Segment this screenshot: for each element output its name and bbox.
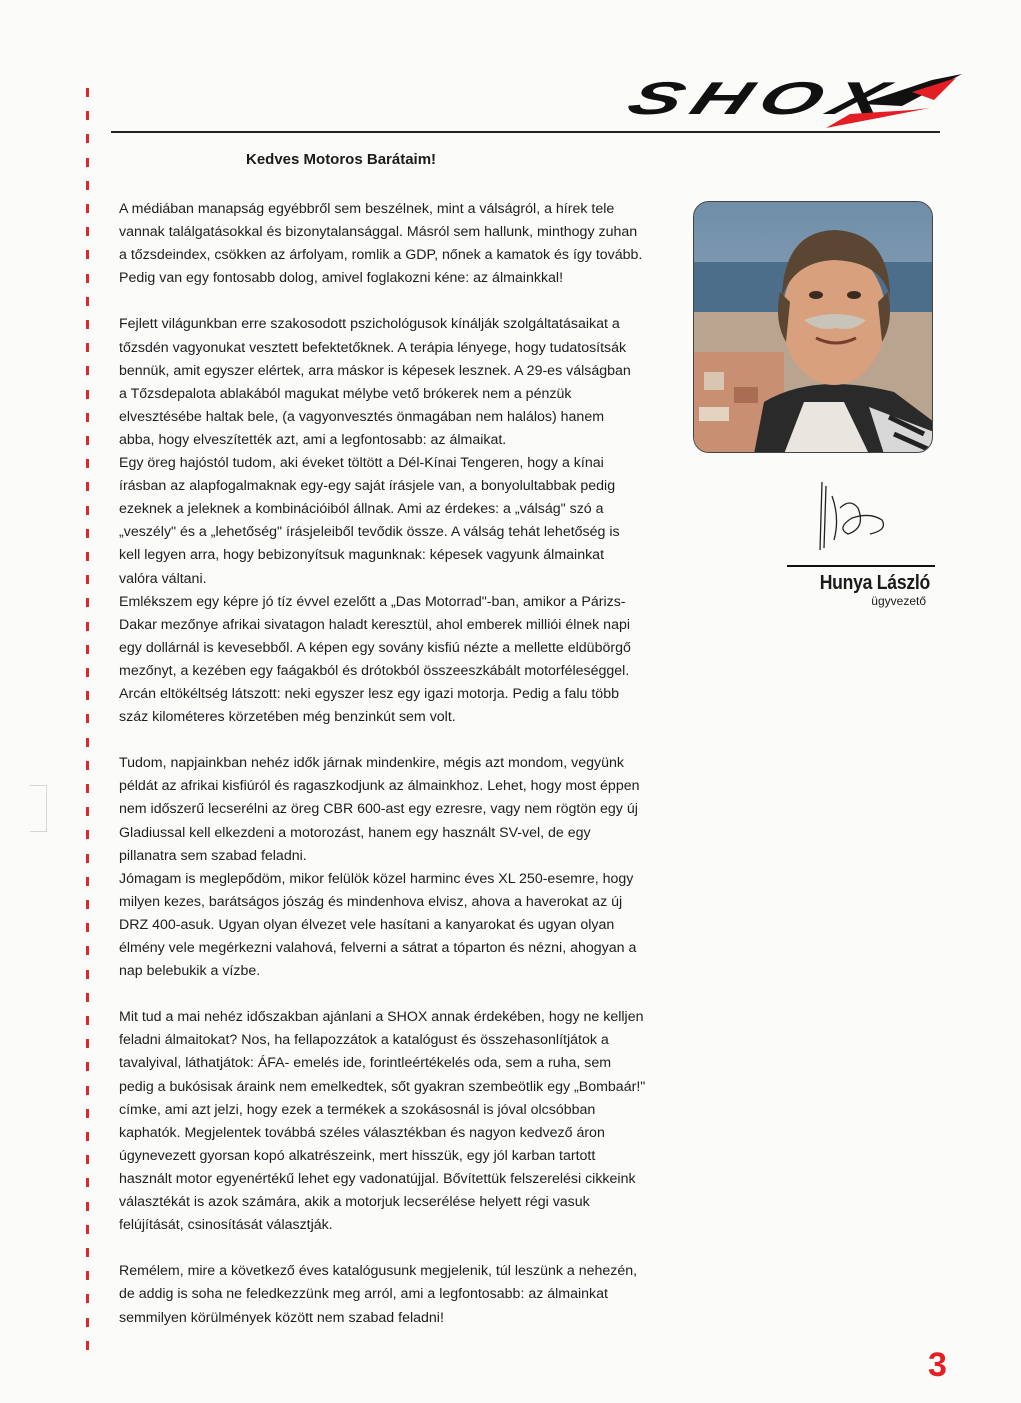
margin-dash: [86, 1016, 89, 1025]
paragraph-gap: [119, 729, 679, 752]
margin-dash: [86, 1225, 89, 1234]
body-line: példát az afrikai kisfiúról és ragaszkodjunk az álmainkhoz. Lehet, hogy most éppen: [119, 778, 640, 795]
body-line: Mit tud a mai nehéz időszakban ajánlani a SHOX annak érdekében, hogy ne kelljen: [119, 1009, 644, 1026]
margin-dash: [86, 158, 89, 167]
body-line: Emlékszem egy képre jó tíz évvel ezelőtt a „Das Motorrad"-ban, amikor a Párizs-: [119, 593, 626, 610]
margin-dash: [86, 1271, 89, 1280]
margin-dash: [86, 738, 89, 747]
name-divider: [787, 565, 935, 567]
body-line: nem időszerű lecserélni az öreg CBR 600-ast egy ezresre, vagy nem rögtön egy új: [119, 801, 638, 818]
body-line: tavalyival, láthatjátok: ÁFA- emelés ide, forintleértékelés oda, sem a ruha, sem: [119, 1055, 612, 1072]
body-line: egy dollárnál is kevesebből. A képen egy sovány kisfiú nézte a mellette eldübörgő: [119, 639, 631, 656]
body-line: DRZ 400-asuk. Ugyan olyan élvezet vele hasítani a kanyarokat és ugyan olyan: [119, 916, 615, 933]
margin-dash: [86, 1062, 89, 1071]
margin-dash: [86, 1178, 89, 1187]
svg-text:SHOX: SHOX: [619, 73, 795, 125]
margin-dash: [86, 970, 89, 979]
body-line: Egy öreg hajóstól tudom, aki éveket töltött a Dél-Kínai Tengeren, hogy a kínai: [119, 455, 604, 472]
margin-dash: [86, 390, 89, 399]
author-block: [760, 569, 930, 608]
paragraph-gap: [119, 983, 679, 1006]
margin-dash: [86, 250, 89, 259]
margin-dash: [86, 274, 89, 283]
author-name: Hunya László: [819, 572, 930, 594]
margin-dash: [86, 297, 89, 306]
header-rule: [111, 131, 940, 133]
margin-dash: [86, 1109, 89, 1118]
body-line: Tudom, napjainkban nehéz idők járnak mindenkire, mégis azt mondom, vegyünk: [119, 755, 624, 772]
author-role: ügyvezető: [871, 594, 926, 608]
body-line: választékát is azok számára, akik a motorjuk lecserélése helyett régi vasuk: [119, 1194, 590, 1211]
margin-dash: [86, 552, 89, 561]
letter-body: [119, 198, 679, 1330]
margin-dash: [86, 1202, 89, 1211]
margin-dash: [86, 854, 89, 863]
margin-dash: [86, 900, 89, 909]
margin-dash: [86, 181, 89, 190]
body-line: abba, hogy elveszítették azt, ami a legfontosabb: az álmaikat.: [119, 431, 507, 448]
margin-dash: [86, 227, 89, 236]
author-photo: [693, 201, 933, 453]
margin-dash: [86, 668, 89, 677]
margin-dash: [86, 714, 89, 723]
margin-dash: [86, 134, 89, 143]
body-line: írásban az alapfogalmaknak egy-egy saját írásjele van, a bonyolultabbak pedig: [119, 478, 616, 495]
body-line: kaphatók. Megjelentek továbbá széles választékban és nagyon kedvező áron: [119, 1124, 605, 1141]
margin-dash: [86, 436, 89, 445]
page-number: 3: [928, 1346, 947, 1384]
body-line: mezőnyt, a kezében egy faágakból és drótokból összeeszkábált motorféleséggel.: [119, 662, 630, 679]
body-line: használt motor egyenértékű lehet egy vadonatújjal. Bővítettük felszerelési cikkeink: [119, 1170, 636, 1187]
body-line: pillanatra sem szabad feladni.: [119, 847, 307, 864]
margin-dash: [86, 88, 89, 97]
margin-dash: [86, 807, 89, 816]
margin-dash: [86, 622, 89, 631]
margin-dash: [86, 830, 89, 839]
margin-dash: [86, 343, 89, 352]
margin-dash: [86, 482, 89, 491]
paragraph-gap: [119, 290, 679, 313]
margin-dash: [86, 598, 89, 607]
body-line: Jómagam is meglepődöm, mikor felülök közel harminc éves XL 250-esemre, hogy: [119, 870, 634, 887]
body-line: nap belebukik a vízbe.: [119, 963, 261, 980]
body-line: Dakar mezőnye afrikai sivatagon haladt keresztül, ahol emberek milliói élnek napi: [119, 616, 631, 633]
body-line: „veszély" és a „lehetőség" írásjeleiből tevődik össze. A válság tehát lehetőség is: [119, 524, 620, 541]
margin-dash: [86, 320, 89, 329]
body-line: címke, ami azt jelzi, hogy ezek a termékek a szokásosnál is jóval olcsóbban: [119, 1101, 596, 1118]
paragraph-gap: [119, 1237, 679, 1260]
margin-dash: [86, 413, 89, 422]
body-line: valóra váltani.: [119, 570, 207, 587]
body-line: milyen kezes, barátságos jószág és mindenhova elvisz, ahova a haverokat az új: [119, 893, 623, 910]
body-line: tőzsdén vagyonukat vesztett befektetőknek. A terápia lényege, hogy tudatosítsák: [119, 339, 627, 356]
body-line: száz kilométeres körzetében még benzinkút sem volt.: [119, 709, 456, 726]
margin-dash: [86, 1248, 89, 1257]
body-line: felújítását, csinosítását választják.: [119, 1217, 333, 1234]
body-line: elvesztésébe haltak bele, (a vagyonvesztés önmagában nem halálos) hanem: [119, 408, 605, 425]
body-line: A médiában manapság egyébbről sem beszélnek, mint a válságról, a hírek tele: [119, 201, 615, 217]
body-line: a tőzsdeindex, csökken az árfolyam, romlik a GDP, nőnek a kamatok és így tovább.: [119, 247, 643, 264]
shox-logo: [612, 70, 962, 132]
margin-dash: [86, 111, 89, 120]
body-line: feladni álmaitokat? Nos, ha fellapozzátok a katalógust és összehasonlítjátok a: [119, 1032, 609, 1049]
body-line: vannak találgatásokkal és bizonytalansággal. Másról sem hallunk, minthogy zuhan: [119, 224, 638, 241]
margin-dash: [86, 993, 89, 1002]
margin-dash: [86, 761, 89, 770]
margin-dash: [86, 1318, 89, 1327]
margin-dash: [86, 691, 89, 700]
body-line: élmény vele megérkezni valahová, felverni a sátrat a tóparton és nézni, ahogyan a: [119, 940, 637, 956]
margin-dash: [86, 1086, 89, 1095]
letter-heading: Kedves Motoros Barátaim!: [246, 151, 437, 168]
signature: [800, 478, 900, 558]
margin-dash: [86, 459, 89, 468]
margin-dash: [86, 529, 89, 538]
binding-mark: [30, 785, 47, 832]
body-line: Arcán eltökéltség látszott: neki egyszer lesz egy igazi motorja. Pedig a falu több: [119, 685, 619, 702]
margin-dash: [86, 1294, 89, 1303]
margin-dash: [86, 1341, 89, 1350]
margin-dash: [86, 923, 89, 932]
body-line: Fejlett világunkban erre szakosodott pszichológusok kínálják szolgáltatásaikat a: [119, 316, 620, 333]
body-line: úgynevezett gyorsan kopó alkatrészeink, mert hisszük, egy jól karban tartott: [119, 1147, 596, 1164]
margin-dash: [86, 1155, 89, 1164]
body-line: bennük, amit egyszer elértek, arra máskor is képesek lesznek. A 29-es válságban: [119, 362, 631, 379]
body-line: de addig is soha ne feledkezzünk meg arról, ami a legfontosabb: az álmainkat: [119, 1286, 608, 1303]
margin-dash: [86, 204, 89, 213]
body-line: a Tőzsdepalota ablakából magukat mélybe vető brókerek nem a pénzük: [119, 385, 572, 402]
margin-dash: [86, 1132, 89, 1141]
body-line: Remélem, mire a következő éves katalógusunk megjelenik, túl leszünk a nehezén,: [119, 1263, 638, 1280]
margin-dash: [86, 946, 89, 955]
body-line: Gladiussal kell elkezdeni a motorozást, hanem egy használt SV-vel, de egy: [119, 824, 591, 841]
body-line: pedig a bukósisak áraink nem emelkedtek, sőt gyakran szembeötlik egy „Bombaár!": [119, 1078, 646, 1095]
body-line: Pedig van egy fontosabb dolog, amivel foglakozni kéne: az álmainkkal!: [119, 270, 564, 287]
margin-dash: [86, 645, 89, 654]
body-line: ezeknek a jeleknek a kombinációiból állnak. Ami az érdekes: a „válság" szó a: [119, 501, 604, 518]
margin-dash: [86, 366, 89, 375]
body-line: semmilyen körülmények között nem szabad feladni!: [119, 1309, 444, 1326]
margin-dash: [86, 877, 89, 886]
margin-dash: [86, 575, 89, 584]
margin-dash: [86, 506, 89, 515]
margin-dash: [86, 784, 89, 793]
margin-dash: [86, 1039, 89, 1048]
body-line: kell legyen arra, hogy bebizonyítsuk magunknak: képesek vagyunk álmainkat: [119, 547, 605, 564]
left-margin-dashes: [86, 88, 92, 1358]
